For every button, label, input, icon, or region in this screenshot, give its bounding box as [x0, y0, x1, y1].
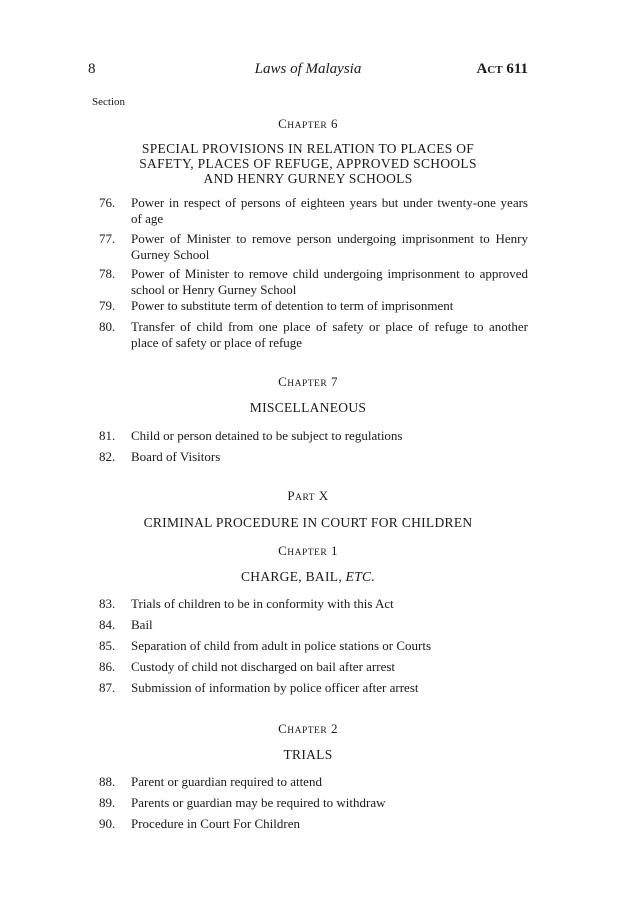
act-label-rest: CT [487, 64, 503, 76]
chapter-number: 2 [330, 721, 338, 736]
section-number: 80. [99, 319, 116, 334]
section-title-line: Board of Visitors [131, 449, 221, 464]
section-title [131, 659, 528, 675]
section-column-label: Section [92, 96, 125, 108]
section-number: 90. [99, 816, 116, 831]
section-number: 82. [99, 449, 116, 464]
chapter-6-heading-line-3: AND HENRY GURNEY SCHOOLS [203, 171, 413, 186]
part-word-initial: P [287, 488, 296, 503]
section-number: 81. [99, 428, 116, 443]
chapter-7-label [88, 374, 528, 390]
section-title-line: Child or person detained to be subject to regulations [131, 428, 403, 443]
section-title [131, 795, 528, 811]
chapter-number: 6 [330, 116, 338, 131]
chapter-6-heading-line-2: SAFETY, PLACES OF REFUGE, APPROVED SCHOOLS [139, 156, 477, 171]
chapter-word-rest: HAPTER [287, 726, 328, 736]
running-header [88, 61, 528, 81]
section-title-line: Submission of information by police officer after arrest [131, 680, 419, 695]
running-title: Laws of Malaysia [254, 61, 362, 77]
section-title [131, 298, 528, 314]
section-title [131, 428, 528, 444]
part-x-label [88, 488, 528, 504]
section-title-line: Power to substitute term of detention to term of imprisonment [131, 298, 454, 313]
section-number: 84. [99, 617, 116, 632]
section-title-line: Power of Minister to remove person undergoing imprisonment to Henry [131, 231, 528, 246]
chapter-word-rest: HAPTER [287, 379, 328, 389]
section-title [131, 617, 528, 633]
section-number: 76. [99, 195, 116, 210]
chapter-2-heading: TRIALS [283, 747, 333, 762]
part-word-rest: ART [295, 493, 316, 503]
section-number: 86. [99, 659, 116, 674]
section-number: 87. [99, 680, 116, 695]
heading-main: CHARGE, BAIL, [240, 569, 346, 584]
act-label-initial: A [476, 61, 488, 77]
chapter-word-rest: HAPTER [287, 548, 328, 558]
section-title-line: Trials of children to be in conformity with this Act [131, 596, 394, 611]
chapter-7-heading: MISCELLANEOUS [249, 400, 367, 415]
section-number: 77. [99, 231, 116, 246]
section-title [131, 816, 528, 832]
section-title [131, 195, 528, 227]
section-title-line: Custody of child not discharged on bail after arrest [131, 659, 396, 674]
section-number: 89. [99, 795, 116, 810]
section-title-line: of age [131, 211, 164, 226]
chapter-word-initial: C [278, 374, 288, 389]
part-x-chapter-1-heading [88, 569, 528, 584]
section-title-line: Gurney School [131, 247, 210, 262]
heading-italic: ETC. [345, 569, 376, 584]
chapter-2-label [88, 721, 528, 737]
section-title-line: place of safety or place of refuge [131, 335, 303, 350]
section-title-line: Transfer of child from one place of safety or place of refuge to another [131, 319, 528, 334]
section-title [131, 319, 528, 351]
section-title-line: Parent or guardian required to attend [131, 774, 322, 789]
part-number: X [318, 488, 329, 503]
chapter-6-heading-line-1: SPECIAL PROVISIONS IN RELATION TO PLACES OF [141, 141, 475, 156]
section-title [131, 774, 528, 790]
section-title [131, 596, 528, 612]
section-title-line: school or Henry Gurney School [131, 282, 297, 297]
page-number: 8 [88, 61, 96, 77]
chapter-6-label [88, 116, 528, 132]
act-label [476, 61, 528, 78]
chapter-word-initial: C [278, 116, 288, 131]
section-title [131, 231, 528, 263]
part-x-chapter-1-label [88, 543, 528, 559]
section-title-line: Procedure in Court For Children [131, 816, 300, 831]
section-title-line: Power in respect of persons of eighteen years but under twenty-one years [131, 195, 528, 210]
chapter-number: 1 [330, 543, 338, 558]
section-title-line: Parents or guardian may be required to withdraw [131, 795, 386, 810]
section-title-line: Bail [131, 617, 153, 632]
section-number: 83. [99, 596, 116, 611]
section-title-line: Separation of child from adult in police stations or Courts [131, 638, 432, 653]
section-number: 79. [99, 298, 116, 313]
chapter-number: 7 [330, 374, 338, 389]
part-x-heading: CRIMINAL PROCEDURE IN COURT FOR CHILDREN [143, 515, 473, 530]
section-title [131, 266, 528, 298]
chapter-word-initial: C [278, 721, 288, 736]
section-number: 88. [99, 774, 116, 789]
section-title [131, 449, 528, 465]
section-number: 85. [99, 638, 116, 653]
act-number: 611 [506, 61, 528, 77]
section-title [131, 680, 528, 696]
chapter-word-initial: C [278, 543, 288, 558]
chapter-word-rest: HAPTER [287, 121, 328, 131]
section-number: 78. [99, 266, 116, 281]
section-title [131, 638, 528, 654]
section-title-line: Power of Minister to remove child undergoing imprisonment to approved [131, 266, 528, 281]
